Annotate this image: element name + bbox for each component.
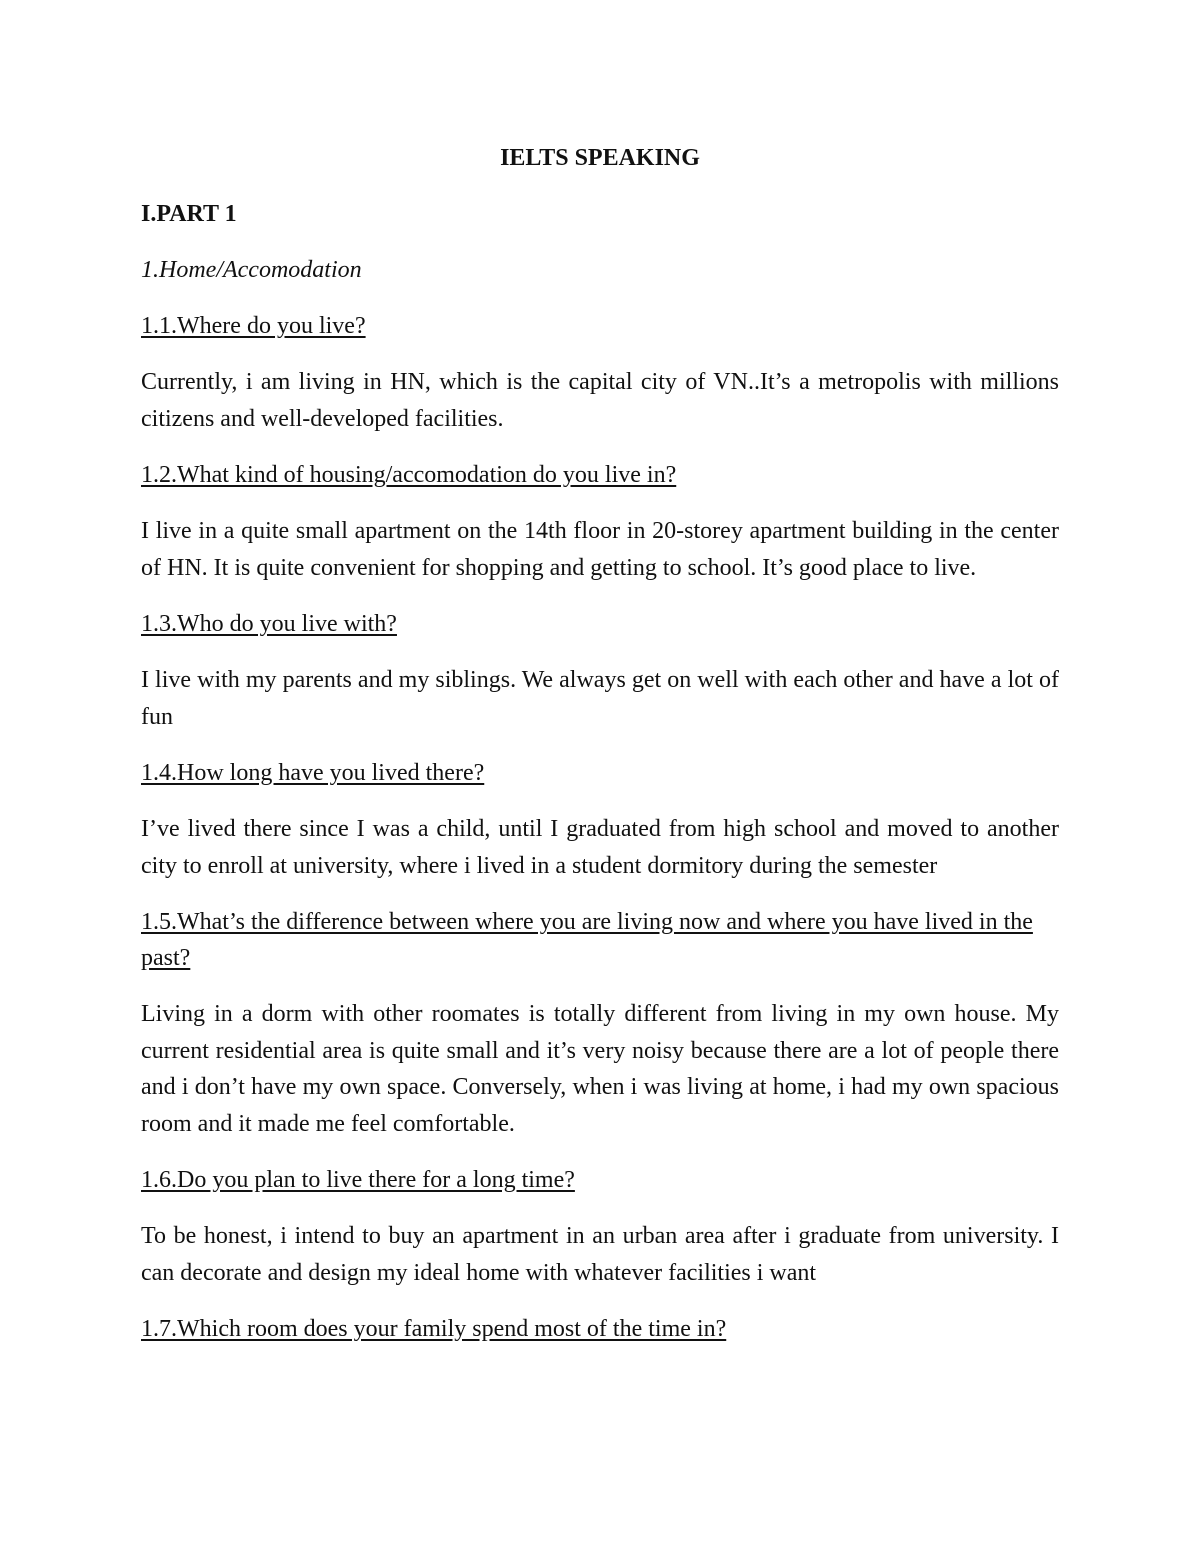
question-1-4: 1.4.How long have you lived there? — [141, 760, 485, 786]
answer-1-6: To be honest, i intend to buy an apartment in an urban area after i graduate from university. I can decorate and design my ideal home with whatever facilities i want — [141, 1223, 1059, 1286]
question-1-7: 1.7.Which room does your family spend most of the time in? — [141, 1316, 727, 1342]
section-heading: 1.Home/Accomodation — [141, 257, 362, 283]
question-1-3: 1.3.Who do you live with? — [141, 611, 397, 637]
question-1-5: 1.5.What’s the difference between where you are living now and where you have lived in the past? — [141, 909, 1033, 971]
question-1-1: 1.1.Where do you live? — [141, 313, 366, 339]
answer-1-2: I live in a quite small apartment on the 14th floor in 20-storey apartment building in the center of HN. It is quite convenient for shopping and getting to school. It’s good place to live. — [141, 518, 1059, 581]
document-body — [141, 140, 1059, 1367]
answer-1-4: I’ve lived there since I was a child, until I graduated from high school and moved to another city to enroll at university, where i lived in a student dormitory during the semester — [141, 816, 1059, 879]
page-title: IELTS SPEAKING — [500, 145, 700, 171]
part-heading: I.PART 1 — [141, 201, 237, 227]
answer-1-3: I live with my parents and my siblings. We always get on well with each other and have a lot of fun — [141, 667, 1059, 730]
answer-1-1: Currently, i am living in HN, which is the capital city of VN..It’s a metropolis with millions citizens and well-developed facilities. — [141, 369, 1059, 432]
question-1-2: 1.2.What kind of housing/accomodation do you live in? — [141, 462, 677, 488]
question-1-6: 1.6.Do you plan to live there for a long time? — [141, 1167, 575, 1193]
answer-1-5: Living in a dorm with other roomates is totally different from living in my own house. My current residential area is quite small and it’s very noisy because there are a lot of people there and i don’t have my own space. Conversely, when i was living at home, i had my own spacious room and it made me feel comfortable. — [141, 1001, 1059, 1137]
